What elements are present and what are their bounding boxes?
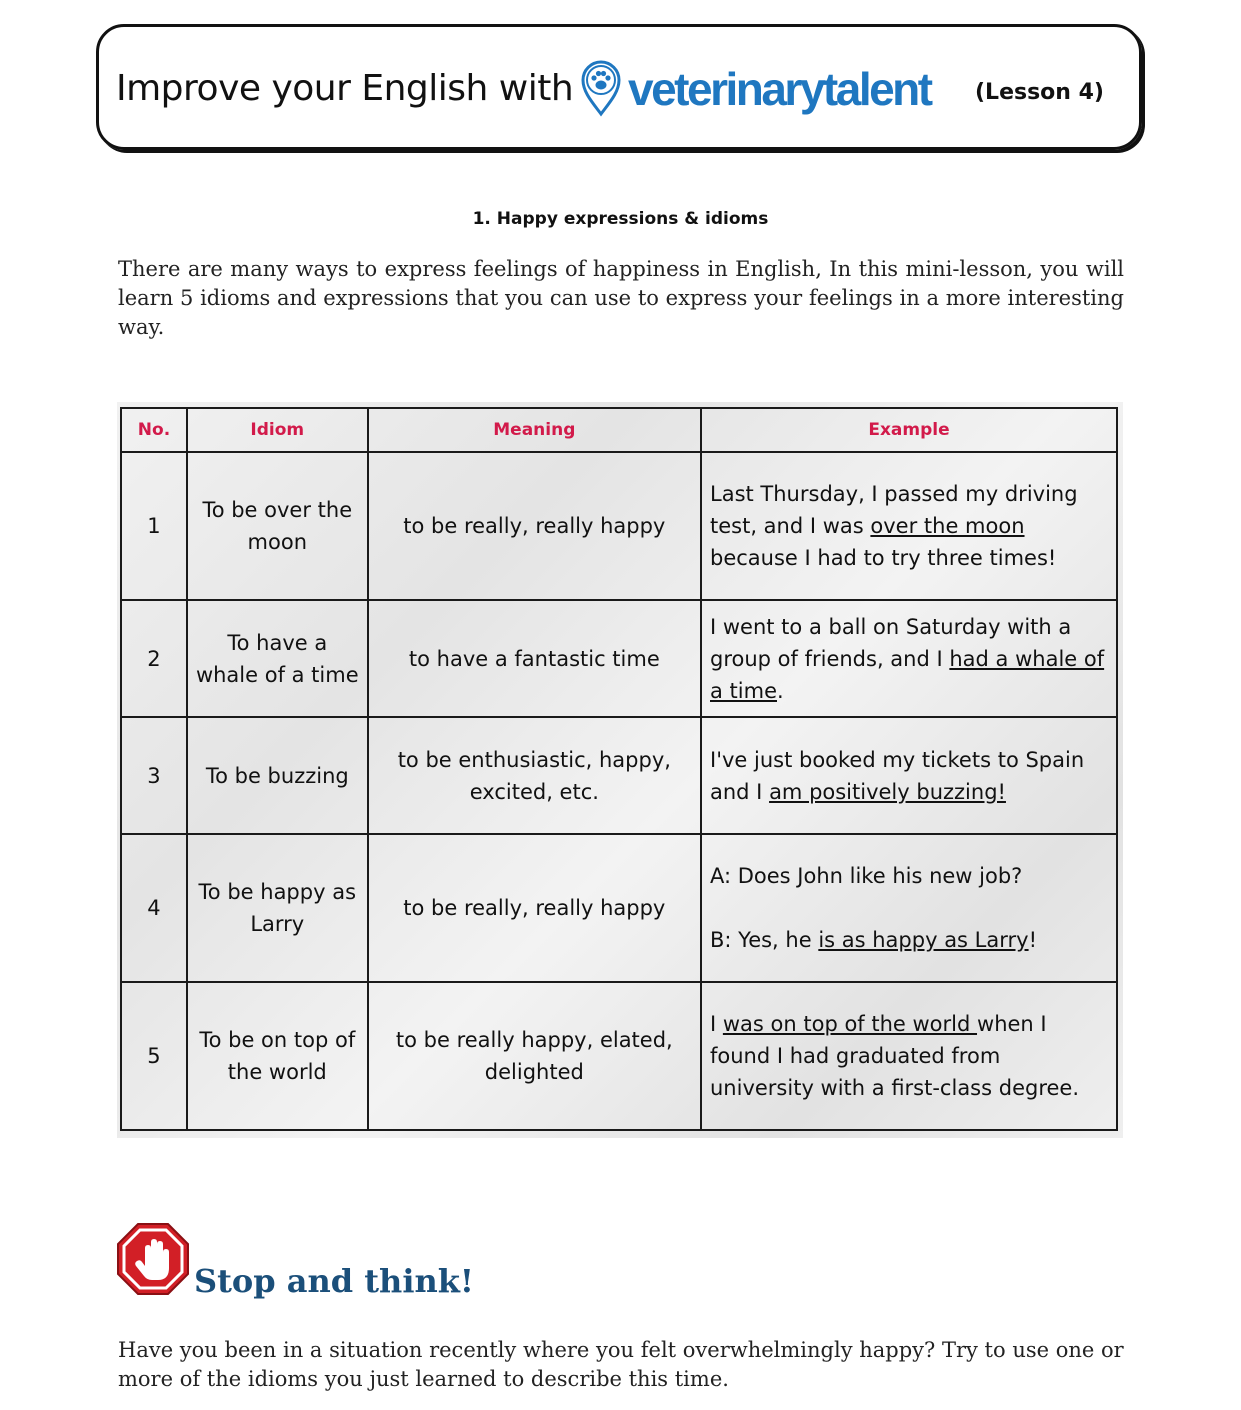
brand-logo-text: veterinarytalent [628,63,931,115]
meaning-cell: to be really, really happy [368,834,701,982]
reflection-paragraph: Have you been in a situation recently where you felt overwhelmingly happy? Try to use one or more of the idioms you just learned to describe this time. [118,1338,1124,1391]
table-row [121,834,1117,982]
row-number: 3 [121,717,187,834]
example-cell [701,834,1117,982]
idiom-cell: To be on top of the world [187,982,368,1130]
paw-pin-icon [578,56,624,118]
table-header-row [121,408,1117,452]
table-row [121,717,1117,834]
row-number: 2 [121,600,187,717]
example-text: because I had to try three times! [710,546,1057,570]
example-text: . [777,678,784,703]
lesson-label: (Lesson 4) [975,80,1104,105]
idioms-table [120,407,1118,1131]
example-idiom-underlined: was on top of the world [722,1012,978,1036]
meaning-cell: to have a fantastic time [368,600,701,717]
row-number: 1 [121,452,187,600]
table-row [121,982,1117,1130]
table-row [121,600,1117,717]
table-row [121,452,1117,600]
idiom-cell: To be happy as Larry [187,834,368,982]
example-cell [701,717,1117,834]
meaning-cell: to be enthusiastic, happy, excited, etc. [368,717,701,834]
stop-and-think-title: Stop and think! [194,1262,474,1300]
header-meaning: Meaning [368,408,701,452]
example-cell [701,982,1117,1130]
example-text: B: Yes, he [710,928,819,952]
example-idiom-underlined: am positively buzzing! [769,779,1006,804]
stop-hand-icon [116,1222,190,1296]
meaning-cell: to be really, really happy [368,452,701,600]
idioms-table-panel [117,402,1123,1138]
idiom-cell: To be buzzing [187,717,368,834]
example-text: Last Thursday, I passed my driving test, and I was [710,482,1078,538]
example-text: I've just booked my tickets to Spain and I [710,747,1085,804]
banner-title: Improve your English with [116,68,574,109]
header-no: No. [121,408,187,452]
example-text: I [710,1012,723,1036]
example-cell [701,600,1117,717]
example-text: I went to a ball on Saturday with a group of friends, and I [710,614,1072,671]
row-number: 5 [121,982,187,1130]
idiom-cell: To have a whale of a time [187,600,368,717]
example-text: when I found I had graduated from university with a first-class degree. [710,1012,1080,1100]
example-line-b [710,924,1108,956]
example-idiom-underlined: is as happy as Larry [818,928,1029,952]
example-cell [701,452,1117,600]
section-title: 1. Happy expressions & idioms [472,209,769,229]
header-example: Example [701,408,1117,452]
row-number: 4 [121,834,187,982]
idiom-cell: To be over the moon [187,452,368,600]
intro-paragraph: There are many ways to express feelings of happiness in English, In this mini-lesson, you will learn 5 idioms and expressions that you can use to express your feelings in a more interesting way. [118,257,1124,339]
example-idiom-underlined: had a whale of a time [710,646,1105,703]
example-line-a: A: Does John like his new job? [710,864,1023,888]
example-idiom-underlined: over the moon [870,514,1025,538]
header-idiom: Idiom [187,408,368,452]
example-text: ! [1028,928,1037,952]
meaning-cell: to be really happy, elated, delighted [368,982,701,1130]
